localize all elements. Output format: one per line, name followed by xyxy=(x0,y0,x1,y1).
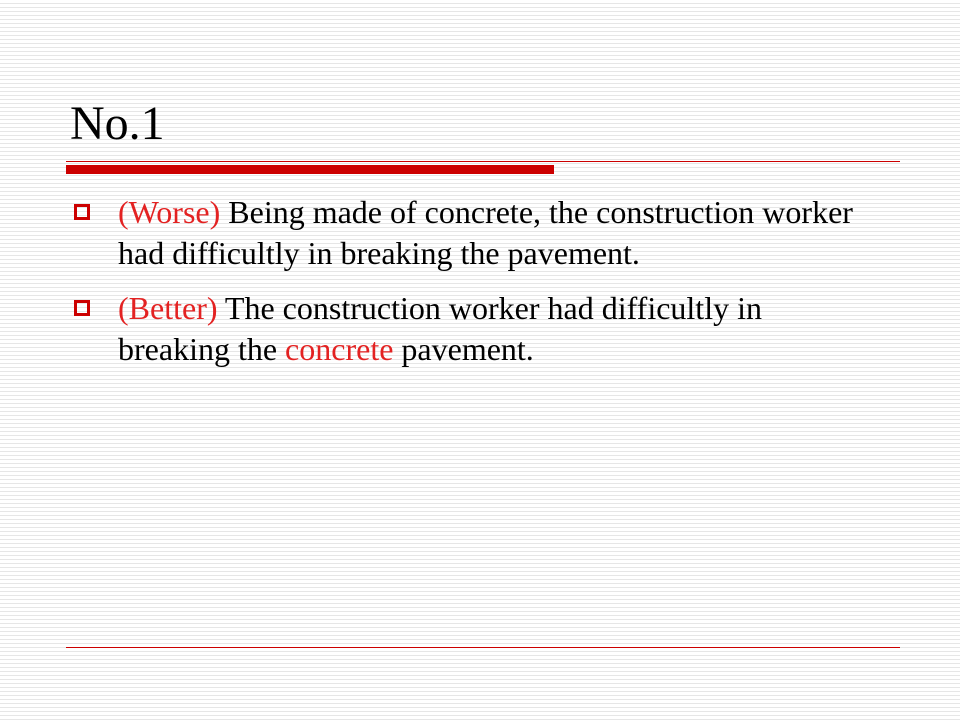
title-rule-thin xyxy=(66,161,900,162)
bullet-better xyxy=(70,288,870,370)
hollow-square-bullet-icon xyxy=(74,204,90,220)
bullet-worse xyxy=(70,192,870,274)
bullet-label-worse: (Worse) xyxy=(118,194,221,230)
footer-rule-thin xyxy=(66,647,900,648)
bullet-list xyxy=(70,192,870,384)
bullet-text-better-before: The construction worker had difficultly in breaking the xyxy=(118,290,762,367)
bullet-highlight-concrete: concrete xyxy=(285,331,394,367)
bullet-text-better-after: pavement. xyxy=(393,331,534,367)
title-rule-thick xyxy=(66,165,554,174)
hollow-square-bullet-icon xyxy=(74,300,90,316)
bullet-text-worse: Being made of concrete, the construction worker had difficultly in breaking the pavement. xyxy=(118,194,853,271)
slide-title: No.1 xyxy=(70,97,165,150)
bullet-label-better: (Better) xyxy=(118,290,218,326)
